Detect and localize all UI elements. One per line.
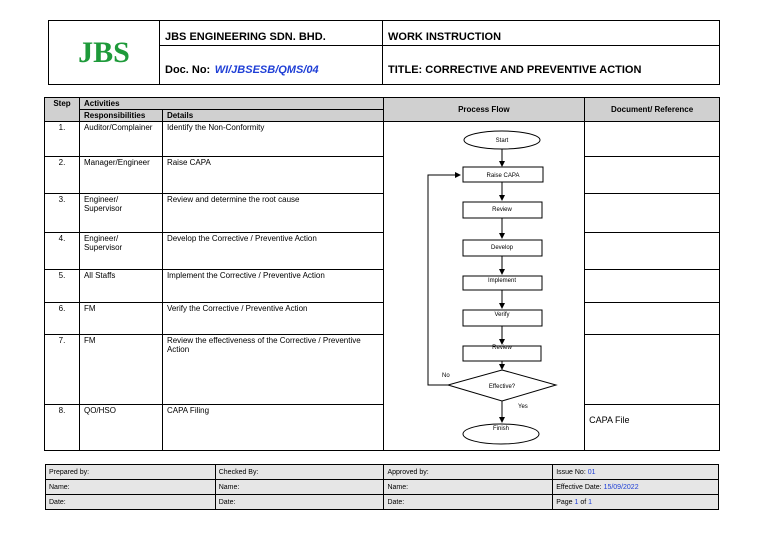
details: Develop the Corrective / Preventive Action [166, 234, 317, 243]
step-number: 1. [58, 123, 66, 132]
step-number: 2. [58, 158, 66, 167]
checked-by: Checked By: [215, 465, 384, 480]
table-row [45, 157, 720, 194]
table-row [45, 270, 720, 303]
company-name-cell [159, 20, 383, 46]
document-reference [585, 233, 719, 235]
details: Review the effectiveness of the Corrective / Preventive Action [166, 336, 361, 354]
step-number: 5. [58, 271, 66, 280]
doc-no-cell [159, 45, 383, 85]
document-reference [585, 157, 719, 159]
table-row [45, 335, 720, 405]
approval-footer [45, 464, 719, 510]
details: Review and determine the root cause [166, 195, 300, 204]
effective-date-value: 15/09/2022 [603, 483, 639, 491]
step-header: Step [45, 98, 80, 122]
flow-develop-label: Develop [490, 245, 513, 251]
document-title: TITLE: CORRECTIVE AND PREVENTIVE ACTION [388, 64, 642, 76]
approved-name: Name: [384, 480, 553, 495]
step-number: 7. [58, 336, 66, 345]
company-logo: JBS [78, 35, 130, 69]
prepared-name: Name: [46, 480, 216, 495]
document-reference [585, 303, 719, 305]
title-cell [382, 45, 720, 85]
issue-no: Issue No: 01 [553, 465, 719, 480]
responsibility: Engineer/ Supervisor [83, 234, 123, 252]
responsibility: FM [83, 336, 96, 345]
process-flow-cell [383, 122, 585, 451]
doc-type-cell [382, 20, 720, 46]
document-reference [585, 270, 719, 272]
details-header: Details [162, 110, 383, 122]
step-number: 8. [58, 406, 66, 415]
step-number: 6. [58, 304, 66, 313]
document-reference-header: Document/ Reference [585, 98, 720, 122]
details: Verify the Corrective / Preventive Action [166, 304, 308, 313]
flow-no-label: No [441, 373, 450, 379]
responsibility: All Staffs [83, 271, 116, 280]
flow-implement-label: Implement [487, 278, 516, 284]
logo-cell [48, 20, 160, 85]
details: Implement the Corrective / Preventive Action [166, 271, 325, 280]
prepared-date: Date: [46, 495, 216, 510]
document-reference [585, 335, 719, 337]
flow-start-label: Start [495, 138, 508, 144]
flow-yes-label: Yes [517, 404, 528, 410]
step-number: 3. [58, 195, 66, 204]
flow-review-effectiveness-label: Review [491, 345, 512, 351]
table-row [45, 194, 720, 233]
flow-raise-capa-label: Raise CAPA [486, 173, 520, 179]
checked-date: Date: [215, 495, 384, 510]
checked-name: Name: [215, 480, 384, 495]
approved-date: Date: [384, 495, 553, 510]
effective-date: Effective Date: 15/09/2022 [553, 480, 719, 495]
doc-no-label: Doc. No: [165, 64, 211, 76]
table-row [45, 405, 720, 451]
process-flow-header: Process Flow [383, 98, 585, 122]
flow-verify-label: Verify [494, 312, 510, 318]
details: Identify the Non-Conformity [166, 123, 265, 132]
responsibilities-header: Responsibilities [79, 110, 162, 122]
table-row [45, 122, 720, 157]
responsibility: Auditor/Complainer [83, 123, 153, 132]
responsibility: Manager/Engineer [83, 158, 150, 167]
prepared-by: Prepared by: [46, 465, 216, 480]
process-flowchart [384, 122, 586, 450]
responsibility: Engineer/ Supervisor [83, 195, 123, 213]
flow-review-label: Review [491, 207, 512, 213]
procedure-table [44, 97, 720, 451]
doc-type: WORK INSTRUCTION [388, 31, 502, 43]
flow-decision-label: Effective? [488, 384, 515, 390]
step-number: 4. [58, 234, 66, 243]
approved-by: Approved by: [384, 465, 553, 480]
details: Raise CAPA [166, 158, 211, 167]
doc-no-value: WI/JBSESB/QMS/04 [214, 64, 319, 76]
responsibility: QO/HSO [83, 406, 116, 415]
page-number: Page 1 of 1 [553, 495, 719, 510]
table-row [45, 303, 720, 335]
activities-header: Activities [79, 98, 383, 110]
issue-no-value: 01 [587, 468, 596, 476]
document-reference [585, 194, 719, 196]
table-row [45, 233, 720, 270]
details: CAPA Filing [166, 406, 210, 415]
document-reference: CAPA File [589, 415, 630, 425]
responsibility: FM [83, 304, 96, 313]
flow-finish-label: Finish [492, 426, 509, 432]
document-reference [585, 122, 719, 124]
company-name: JBS ENGINEERING SDN. BHD. [165, 31, 326, 43]
